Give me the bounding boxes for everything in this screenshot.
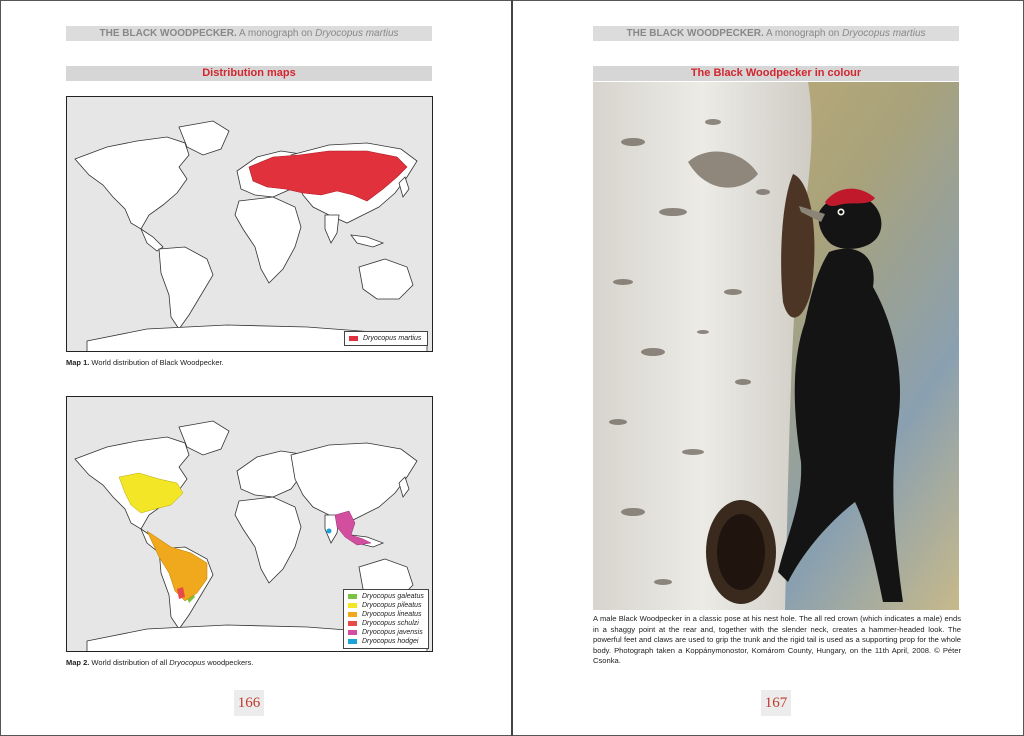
map-1-caption	[66, 358, 224, 368]
caption-genus: Dryocopus	[169, 658, 206, 667]
legend-item	[349, 334, 423, 343]
asia	[291, 443, 417, 523]
legend-item	[348, 619, 424, 628]
section-title: Distribution maps	[66, 66, 432, 81]
page-number: 166	[234, 690, 264, 716]
legend-swatch	[348, 621, 357, 626]
legend-label: Dryocopus pileatus	[362, 602, 422, 609]
map-2	[66, 396, 433, 652]
australia	[359, 259, 413, 299]
legend-item	[348, 610, 424, 619]
lower-nest-hole-inner	[717, 514, 765, 590]
world-map-1	[67, 97, 433, 352]
legend-item	[348, 601, 424, 610]
page-number: 167	[761, 690, 791, 716]
indonesia	[351, 235, 383, 247]
south-america	[159, 247, 213, 329]
legend-item	[348, 592, 424, 601]
woodpecker-illustration	[593, 82, 959, 610]
legend-label: Dryocopus galeatus	[362, 593, 424, 600]
legend-swatch	[349, 336, 358, 341]
legend-item	[348, 637, 424, 646]
section-title: The Black Woodpecker in colour	[593, 66, 959, 81]
running-head-title: THE BLACK WOODPECKER.	[99, 28, 237, 39]
running-head-subtitle: A monograph on	[236, 28, 316, 39]
map-2-caption	[66, 658, 253, 668]
caption-end: woodpeckers.	[205, 658, 254, 667]
running-head-species: Dryocopus martius	[842, 28, 926, 39]
woodpecker-photo	[593, 82, 959, 610]
right-page	[513, 0, 1024, 736]
legend-swatch	[348, 594, 357, 599]
legend-label: Dryocopus hodgei	[362, 638, 419, 645]
legend-swatch	[348, 603, 357, 608]
caption-text: World distribution of all	[89, 658, 170, 667]
legend-swatch	[348, 612, 357, 617]
photo-caption: A male Black Woodpecker in a classic pose at his nest hole. The all red crown (which indicates a male) ends in a shaggy point at the rear and, together with the slender neck, creates a hammer-headed look. The powerful feet and claws are used to grip the trunk and the rigid tail is used as a supporting prop for the whole body. Photograph taken a Koppánymonostor, Komárom County, Hungary, on the 11th April, 2008. © Péter Csonka.	[593, 614, 961, 665]
india	[325, 215, 339, 243]
caption-text: World distribution of Black Woodpecker.	[89, 358, 224, 367]
lineatus-range	[147, 531, 207, 601]
running-head-title: THE BLACK WOODPECKER.	[626, 28, 764, 39]
legend-swatch	[348, 639, 357, 644]
caption-label: Map 2.	[66, 658, 90, 667]
caption-label: Map 1.	[66, 358, 90, 367]
africa	[235, 497, 301, 583]
map-1	[66, 96, 433, 352]
legend-label: Dryocopus javensis	[362, 629, 423, 636]
north-america	[75, 137, 189, 229]
running-head-species: Dryocopus martius	[315, 28, 399, 39]
legend-swatch	[348, 630, 357, 635]
central-america	[141, 229, 163, 251]
legend-label: Dryocopus schulzi	[362, 620, 419, 627]
running-head	[66, 26, 432, 41]
legend-item	[348, 628, 424, 637]
map-2-legend	[343, 589, 429, 649]
left-page	[0, 0, 511, 736]
africa	[235, 197, 301, 283]
hodgei-range	[327, 529, 332, 534]
legend-label: Dryocopus martius	[363, 335, 422, 342]
map-1-legend	[344, 331, 428, 346]
running-head-subtitle: A monograph on	[763, 28, 843, 39]
legend-label: Dryocopus lineatus	[362, 611, 422, 618]
running-head	[593, 26, 959, 41]
